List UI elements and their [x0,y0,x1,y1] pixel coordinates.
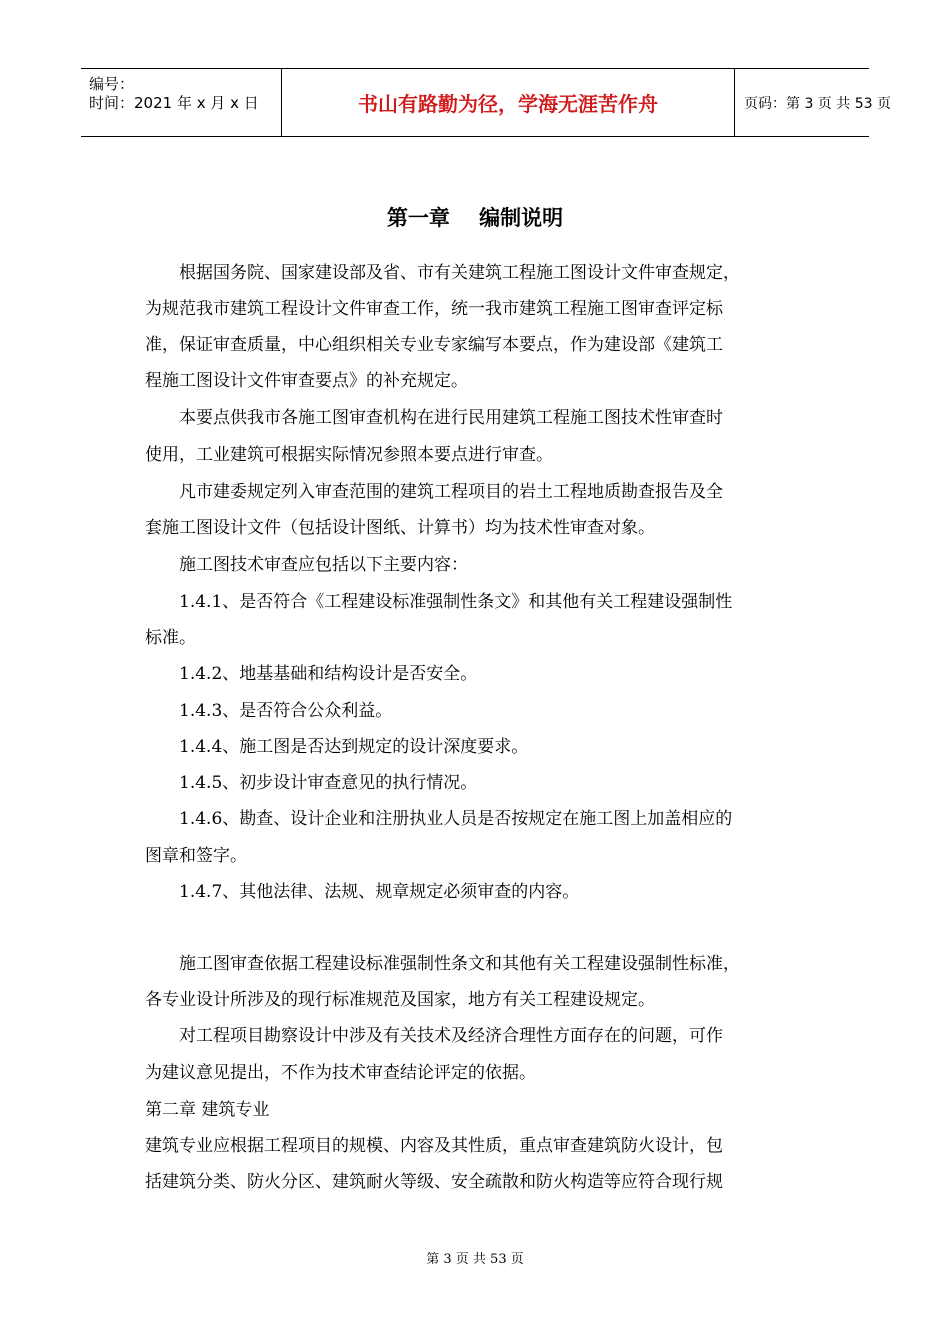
body-line: 施工图审查依据工程建设标准强制性条文和其他有关工程建设强制性标准， [145,954,740,974]
chapter-title: 第一章 编制说明 [386,206,564,230]
page-info: 页码：第 3 页 共 53 页 [744,95,891,112]
body-line: 本要点供我市各施工图审查机构在进行民用建筑工程施工图技术性审查时 [145,408,723,428]
body-line: 1.4.7、其他法律、法规、规章规定必须审查的内容。 [145,882,580,902]
body-line: 根据国务院、国家建设部及省、市有关建筑工程施工图设计文件审查规定， [145,263,740,283]
body-line: 为规范我市建筑工程设计文件审查工作，统一我市建筑工程施工图审查评定标 [145,299,723,319]
body-line: 1.4.5、初步设计审查意见的执行情况。 [145,773,478,793]
body-line: 1.4.3、是否符合公众利益。 [145,701,393,721]
body-line: 建筑专业应根据工程项目的规模、内容及其性质，重点审查建筑防火设计，包 [145,1136,723,1156]
header-motto-cell [281,69,735,136]
body-line: 对工程项目勘察设计中涉及有关技术及经济合理性方面存在的问题，可作 [145,1026,723,1046]
number-label: 编号： [89,75,135,93]
body-line: 程施工图设计文件审查要点》的补充规定。 [145,371,468,391]
body-line: 1.4.2、地基基础和结构设计是否安全。 [145,664,478,684]
page-footer: 第 3 页 共 53 页 [426,1252,524,1267]
time-label: 时间：2021 年 x 月 x 日 [89,94,259,112]
header-meta [81,69,281,136]
body-line: 图章和签字。 [145,846,247,866]
motto: 书山有路勤为径，学海无涯苦作舟 [358,92,658,116]
body-line: 1.4.4、施工图是否达到规定的设计深度要求。 [145,737,529,757]
body-line: 为建议意见提出，不作为技术审查结论评定的依据。 [145,1063,536,1083]
body-line: 1.4.1、是否符合《工程建设标准强制性条文》和其他有关工程建设强制性 [145,592,733,612]
body-line: 凡市建委规定列入审查范围的建筑工程项目的岩土工程地质勘查报告及全 [145,482,723,502]
body-line: 各专业设计所涉及的现行标准规范及国家，地方有关工程建设规定。 [145,990,655,1010]
body-line: 括建筑分类、防火分区、建筑耐火等级、安全疏散和防火构造等应符合现行规 [145,1172,723,1192]
header-page-info-cell [734,69,891,136]
body-line: 标准。 [145,628,196,648]
body-line: 使用，工业建筑可根据实际情况参照本要点进行审查。 [145,445,553,465]
body-line: 1.4.6、勘查、设计企业和注册执业人员是否按规定在施工图上加盖相应的 [145,809,733,829]
page-header [81,68,891,137]
body-line: 套施工图设计文件（包括设计图纸、计算书）均为技术性审查对象。 [145,518,655,538]
body-line: 施工图技术审查应包括以下主要内容： [145,555,468,575]
section-heading: 第二章 建筑专业 [145,1100,270,1120]
body-line: 准，保证审查质量，中心组织相关专业专家编写本要点，作为建设部《建筑工 [145,335,723,355]
